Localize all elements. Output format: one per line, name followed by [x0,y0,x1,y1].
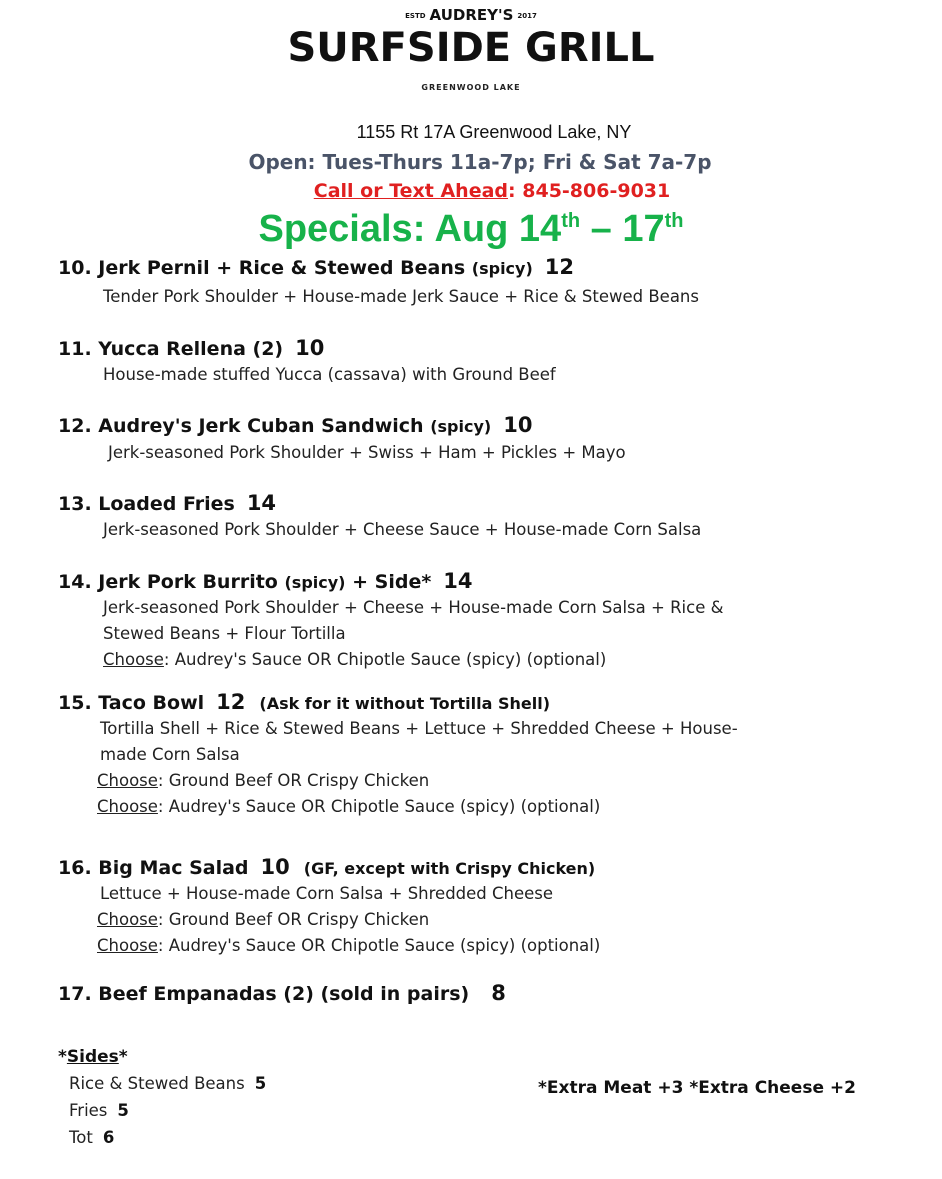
item-tag: (spicy) [430,417,492,436]
choice-line [97,907,918,933]
description-line: Jerk-seasoned Pork Shoulder + Cheese + House-made Corn Salsa + Rice & [103,598,724,617]
phone-number[interactable]: 845-806-9031 [522,180,671,202]
item-tag: (spicy) [284,573,346,592]
item-name: 11. Yucca Rellena (2) [58,338,284,360]
item-name: 14. Jerk Pork Burrito [58,571,278,593]
item-title [58,255,918,281]
menu-item-16 [58,855,918,959]
logo-year: 2017 [517,11,537,20]
sides-label: Sides [66,1047,119,1067]
item-title [58,569,918,595]
choice-text: : Ground Beef OR Crispy Chicken [157,771,430,790]
item-title [58,413,918,439]
menu-item-10 [58,255,918,310]
item-price: 14 [246,491,277,515]
specials-sup-start: th [561,210,581,232]
item-description: House-made stuffed Yucca (cassava) with Ground Beef [103,365,556,384]
item-name-suffix: + Side* [352,571,432,593]
item-price: 10 [503,413,533,437]
item-description: Jerk-seasoned Pork Shoulder + Swiss + Ham + Pickles + Mayo [108,443,626,462]
item-price: 8 [491,981,506,1005]
description-line: Lettuce + House-made Corn Salsa + Shredded Cheese [100,884,554,903]
specials-heading [0,208,942,251]
choice-line [103,647,918,673]
item-name: 10. Jerk Pernil + Rice & Stewed Beans [58,257,466,279]
item-name: 13. Loaded Fries [58,493,235,515]
side-name: Rice & Stewed Beans [69,1074,245,1093]
address: 1155 Rt 17A Greenwood Lake, NY [356,122,632,142]
choose-label: Choose [97,771,158,790]
menu-item-14 [58,569,918,673]
choose-label: Choose [103,650,164,669]
side-item [69,1070,266,1097]
description-line: made Corn Salsa [100,745,240,764]
logo-estd: ESTD [405,11,426,20]
choice-line [97,768,918,794]
side-price: 5 [254,1074,267,1093]
item-price: 10 [295,336,325,360]
item-tag: (spicy) [471,259,533,278]
item-price: 12 [544,255,575,279]
side-item [69,1097,266,1124]
menu-item-11 [58,336,918,388]
menu-item-17 [58,981,918,1006]
choice-line [97,794,918,820]
item-description [58,881,918,959]
item-price: 12 [216,690,246,714]
choice-text: : Ground Beef OR Crispy Chicken [157,910,430,929]
item-title [58,690,918,716]
side-name: Fries [69,1101,108,1120]
item-description: Jerk-seasoned Pork Shoulder + Cheese Sauce + House-made Corn Salsa [103,520,702,539]
description-line: Stewed Beans + Flour Tortilla [103,624,346,643]
side-item [69,1124,266,1151]
item-title [58,981,918,1006]
specials-end: – 17 [580,208,665,250]
choice-text: : Audrey's Sauce OR Chipotle Sauce (spicy) (optional) [163,650,607,669]
sides-title [58,1044,266,1070]
item-note: (GF, except with Crispy Chicken) [303,859,596,878]
sides-section [58,1044,266,1151]
choice-text: : Audrey's Sauce OR Chipotle Sauce (spicy) (optional) [157,797,601,816]
call-ahead [0,180,942,202]
specials-sup-end: th [664,210,684,232]
item-name: 12. Audrey's Jerk Cuban Sandwich [58,415,424,437]
choose-label: Choose [97,797,158,816]
menu-item-13 [58,491,918,543]
item-name: 16. Big Mac Salad [58,857,249,879]
logo-name: AUDREY'S [429,6,514,24]
menu-item-12 [58,413,918,466]
item-description [58,716,918,820]
logo-title: SURFSIDE GRILL [287,25,655,71]
description-line: Tortilla Shell + Rice & Stewed Beans + Lettuce + Shredded Cheese + House- [100,719,738,738]
side-price: 6 [102,1128,115,1147]
menu-item-15 [58,690,918,820]
side-price: 5 [117,1101,129,1120]
item-description [103,595,918,673]
choose-label: Choose [97,936,158,955]
call-label: Call or Text Ahead [313,180,509,202]
item-price: 10 [260,855,290,879]
side-name: Tot [69,1128,93,1147]
item-title [58,491,918,516]
choose-label: Choose [97,910,158,929]
choice-line [97,933,918,959]
item-title [58,336,918,361]
extras-note: *Extra Meat +3 *Extra Cheese +2 [538,1078,856,1098]
item-description: Tender Pork Shoulder + House-made Jerk Sauce + Rice & Stewed Beans [103,287,699,306]
call-colon: : [508,180,516,202]
logo-subtitle: GREENWOOD LAKE [421,83,521,92]
item-name: 15. Taco Bowl [58,692,205,714]
hours: Open: Tues-Thurs 11a-7p; Fri & Sat 7a-7p [248,150,712,174]
logo-top-line [0,6,942,24]
item-note: (Ask for it without Tortilla Shell) [259,694,551,713]
sides-star-left: * [58,1047,67,1067]
choice-text: : Audrey's Sauce OR Chipotle Sauce (spicy) (optional) [157,936,601,955]
item-title [58,855,918,881]
specials-text: Specials: Aug 14 [258,208,562,250]
item-name: 17. Beef Empanadas (2) (sold in pairs) [58,983,470,1005]
item-price: 14 [443,569,473,593]
logo [0,0,942,100]
sides-star-right: * [118,1047,128,1067]
